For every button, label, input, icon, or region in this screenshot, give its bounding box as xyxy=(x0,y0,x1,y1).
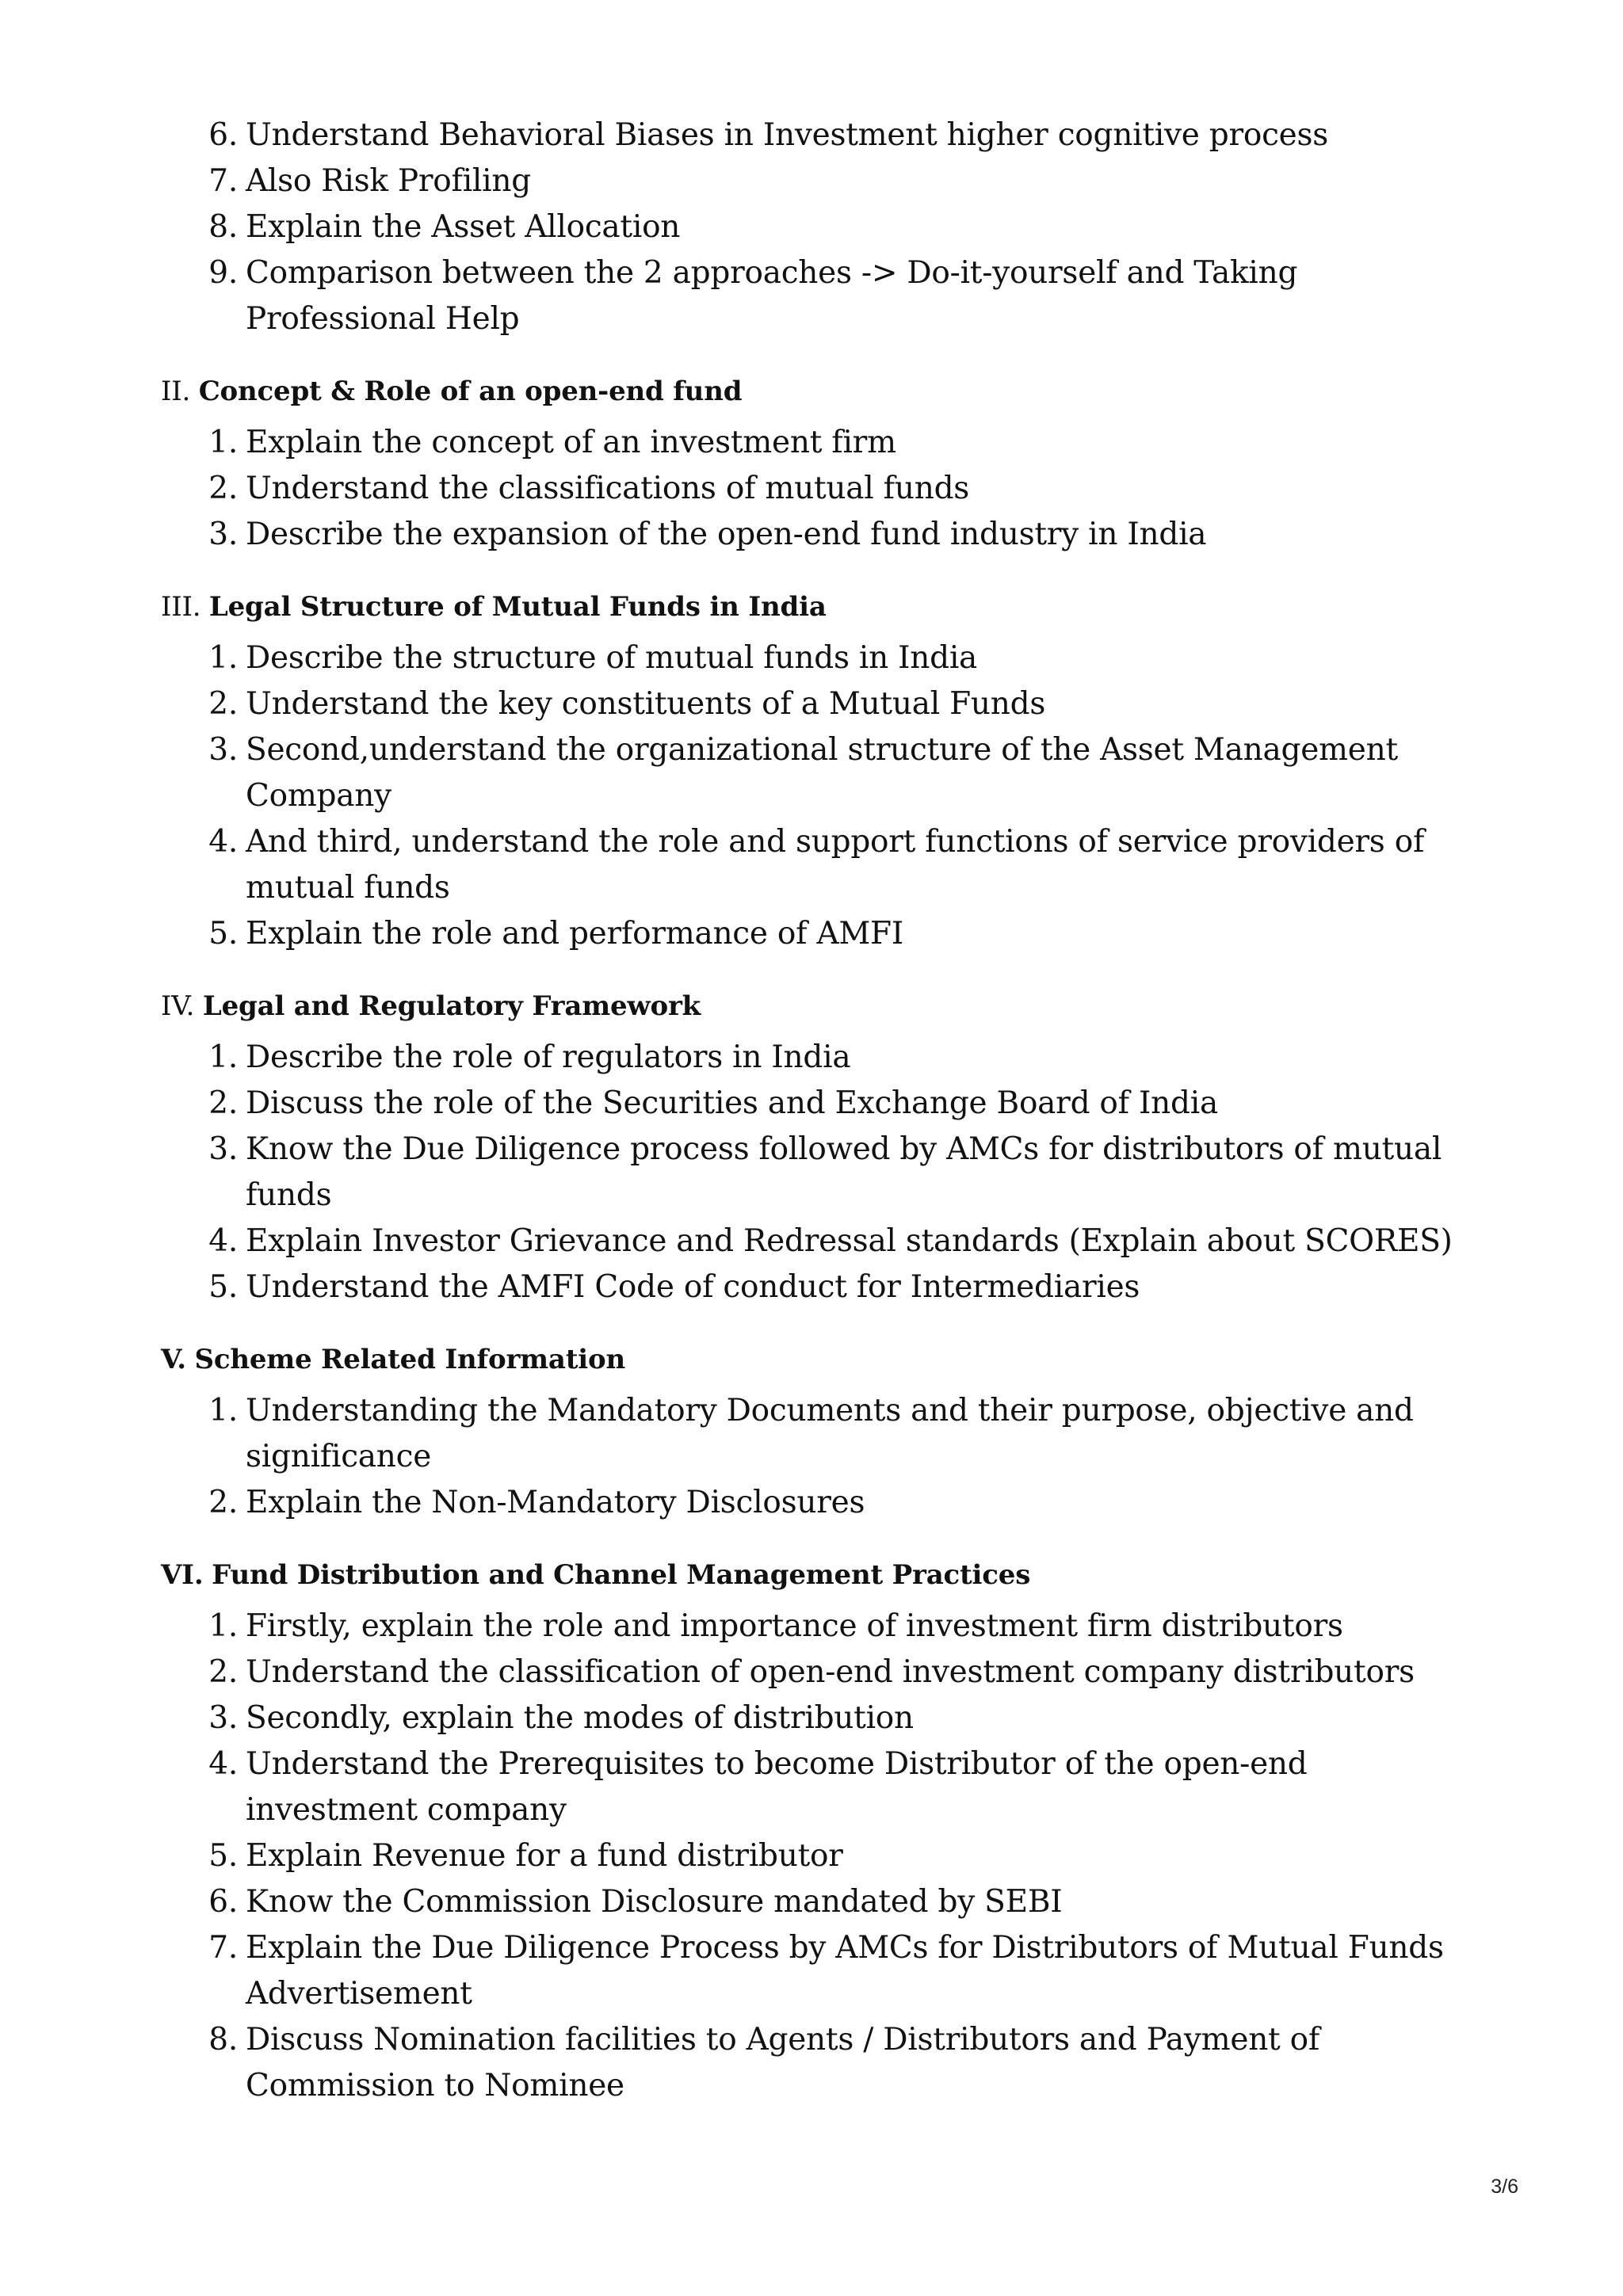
list-item-number: 3. xyxy=(208,1700,238,1736)
list-item-number: 1. xyxy=(208,425,238,460)
list-item xyxy=(208,250,1468,342)
list-item-text: Describe the role of regulators in India xyxy=(246,1039,851,1075)
list-item-text: Explain the role and performance of AMFI xyxy=(246,916,904,952)
list-item-number: 9. xyxy=(208,255,238,291)
list-item xyxy=(208,1650,1468,1695)
list-item-text: Discuss Nomination facilities to Agents / Distributors and Payment of Commission to Nominee xyxy=(246,2022,1320,2103)
list-item xyxy=(208,1741,1468,1833)
list-item-number: 1. xyxy=(208,1608,238,1644)
section-numeral: VI. xyxy=(161,1559,204,1591)
list-item-text: Understand the AMFI Code of conduct for Intermediaries xyxy=(246,1269,1140,1305)
list-item xyxy=(208,204,1468,250)
list-item xyxy=(208,1264,1468,1310)
list-item xyxy=(208,1925,1468,2017)
section-title: Legal and Regulatory Framework xyxy=(202,990,701,1022)
section-regulatory-framework xyxy=(161,986,1468,1310)
list-item-number: 5. xyxy=(208,1838,238,1874)
list-item-text: Know the Due Diligence process followed by AMCs for distributors of mutual funds xyxy=(246,1131,1442,1213)
section-heading xyxy=(161,371,1468,412)
page-content xyxy=(161,113,1468,2109)
section-title: Concept & Role of an open-end fund xyxy=(198,376,743,407)
list-item-text: Understanding the Mandatory Documents and their purpose, objective and significance xyxy=(246,1393,1414,1474)
section-fund-distribution xyxy=(161,1554,1468,2109)
section-legal-structure xyxy=(161,586,1468,957)
list-item-text: Describe the expansion of the open-end fund industry in India xyxy=(246,517,1207,552)
list-item xyxy=(208,1035,1468,1081)
list-item-number: 5. xyxy=(208,916,238,952)
list-item xyxy=(208,911,1468,957)
list-item-number: 3. xyxy=(208,1131,238,1167)
list-item xyxy=(208,1879,1468,1925)
list-item xyxy=(208,635,1468,681)
section-heading xyxy=(161,586,1468,627)
section-heading xyxy=(161,1554,1468,1596)
list-item xyxy=(208,113,1468,158)
list-item-text: Explain the Due Diligence Process by AMCs for Distributors of Mutual Funds Advertisement xyxy=(246,1930,1444,2012)
section-list xyxy=(161,635,1468,957)
list-item xyxy=(208,420,1468,466)
list-item-text: Explain Revenue for a fund distributor xyxy=(246,1838,843,1874)
list-item xyxy=(208,1480,1468,1526)
list-item xyxy=(208,1388,1468,1480)
list-item-number: 2. xyxy=(208,1654,238,1690)
list-item-text: Understand the key constituents of a Mutual Funds xyxy=(246,686,1046,722)
list-item xyxy=(208,158,1468,204)
list-item-number: 5. xyxy=(208,1269,238,1305)
section-list xyxy=(161,1035,1468,1310)
section-numeral: III. xyxy=(161,591,201,623)
list-item-number: 2. xyxy=(208,686,238,722)
list-item xyxy=(208,512,1468,558)
list-item xyxy=(208,1081,1468,1127)
list-item-number: 2. xyxy=(208,1085,238,1121)
page-number: 3/6 xyxy=(1491,2176,1518,2198)
section-title: Legal Structure of Mutual Funds in India xyxy=(208,591,827,623)
list-item xyxy=(208,819,1468,911)
list-item-text: Explain the Asset Allocation xyxy=(246,209,681,245)
list-item-number: 4. xyxy=(208,824,238,860)
section-numeral: V. xyxy=(161,1344,186,1375)
list-item-number: 3. xyxy=(208,732,238,768)
section-scheme-information xyxy=(161,1339,1468,1526)
list-item-number: 2. xyxy=(208,471,238,506)
section-concept-role xyxy=(161,371,1468,558)
list-item-number: 4. xyxy=(208,1746,238,1782)
list-item-text: Understand Behavioral Biases in Investment higher cognitive process xyxy=(246,117,1329,153)
list-item xyxy=(208,1127,1468,1219)
list-item-text: Understand the classification of open-end investment company distributors xyxy=(246,1654,1415,1690)
list-item-text: Secondly, explain the modes of distribution xyxy=(246,1700,914,1736)
list-item-text: Explain Investor Grievance and Redressal standards (Explain about SCORES) xyxy=(246,1223,1453,1259)
list-item-text: Explain the concept of an investment firm xyxy=(246,425,896,460)
list-item xyxy=(208,466,1468,512)
list-item-text: Discuss the role of the Securities and Exchange Board of India xyxy=(246,1085,1218,1121)
list-item-number: 4. xyxy=(208,1223,238,1259)
section-heading xyxy=(161,1339,1468,1380)
list-item-text: Understand the Prerequisites to become Distributor of the open-end investment company xyxy=(246,1746,1308,1828)
list-item-text: Firstly, explain the role and importance of investment firm distributors xyxy=(246,1608,1343,1644)
list-item-number: 7. xyxy=(208,1930,238,1966)
list-item-number: 3. xyxy=(208,517,238,552)
list-item-number: 7. xyxy=(208,163,238,199)
list-item xyxy=(208,681,1468,727)
section-list xyxy=(161,1388,1468,1526)
list-item xyxy=(208,1604,1468,1650)
list-item-number: 2. xyxy=(208,1485,238,1520)
list-item-number: 1. xyxy=(208,1393,238,1428)
section-title: Fund Distribution and Channel Management Practices xyxy=(212,1559,1031,1591)
list-item-text: Explain the Non-Mandatory Disclosures xyxy=(246,1485,865,1520)
list-item-number: 6. xyxy=(208,117,238,153)
list-item xyxy=(208,1833,1468,1879)
list-item-text: Comparison between the 2 approaches -> Do-it-yourself and Taking Professional Help xyxy=(246,255,1298,337)
list-item-text: Describe the structure of mutual funds in India xyxy=(246,640,978,676)
continued-list xyxy=(161,113,1468,342)
list-item xyxy=(208,727,1468,819)
section-heading xyxy=(161,986,1468,1027)
list-item-text: And third, understand the role and support functions of service providers of mutual funds xyxy=(246,824,1425,906)
list-item-number: 1. xyxy=(208,1039,238,1075)
section-list xyxy=(161,420,1468,558)
list-item-number: 8. xyxy=(208,2022,238,2058)
list-item-text: Second,understand the organizational structure of the Asset Management Company xyxy=(246,732,1398,814)
list-item-text: Know the Commission Disclosure mandated by SEBI xyxy=(246,1884,1063,1920)
section-numeral: II. xyxy=(161,376,191,407)
section-title: Scheme Related Information xyxy=(194,1344,625,1375)
list-item-number: 1. xyxy=(208,640,238,676)
list-item-text: Understand the classifications of mutual funds xyxy=(246,471,970,506)
section-list xyxy=(161,1604,1468,2109)
section-numeral: IV. xyxy=(161,990,195,1022)
list-item xyxy=(208,2017,1468,2109)
list-item xyxy=(208,1219,1468,1264)
list-item-text: Also Risk Profiling xyxy=(246,163,531,199)
list-item-number: 8. xyxy=(208,209,238,245)
list-item xyxy=(208,1695,1468,1741)
list-item-number: 6. xyxy=(208,1884,238,1920)
